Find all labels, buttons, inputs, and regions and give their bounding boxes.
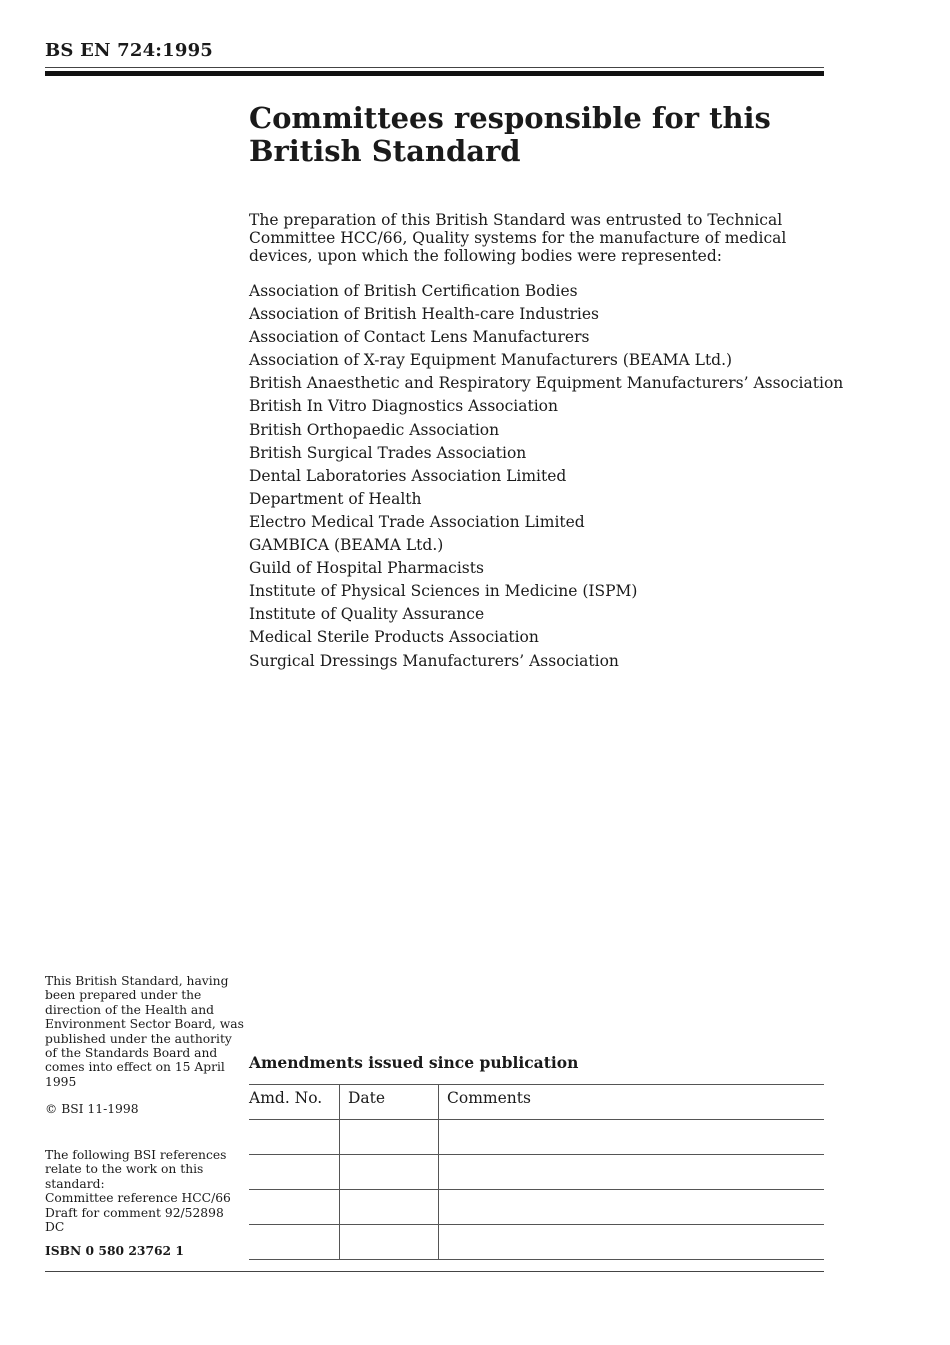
standard-number: BS EN 724:1995 — [45, 40, 214, 61]
table-cell — [439, 1190, 825, 1225]
table-row — [249, 1225, 824, 1260]
list-item: Institute of Quality Assurance — [249, 605, 485, 624]
table-cell — [439, 1225, 825, 1260]
list-item: Association of Contact Lens Manufacturers — [249, 328, 590, 347]
list-item: Association of British Health-care Industries — [249, 305, 599, 324]
table-cell — [439, 1120, 825, 1155]
copyright-notice: © BSI 11-1998 — [45, 1102, 139, 1116]
amendments-table — [249, 1084, 824, 1260]
table-cell — [249, 1120, 340, 1155]
references-note: The following BSI references relate to the work on this standard: — [45, 1148, 227, 1191]
table-cell — [249, 1190, 340, 1225]
committee-reference: Committee reference HCC/66 — [45, 1191, 231, 1206]
page-title: Committees responsible for this British Standard — [249, 101, 771, 168]
table-row — [249, 1120, 824, 1155]
header-thick-rule — [45, 71, 824, 76]
table-row — [249, 1155, 824, 1190]
list-item: Electro Medical Trade Association Limited — [249, 512, 585, 531]
bsi-references — [45, 1148, 245, 1234]
draft-reference: Draft for comment 92/52898 DC — [45, 1205, 224, 1235]
column-header-amd-no: Amd. No. — [249, 1085, 340, 1120]
list-item: Association of X-ray Equipment Manufacturers (BEAMA Ltd.) — [249, 351, 733, 370]
table-cell — [439, 1155, 825, 1190]
table-header-row — [249, 1085, 824, 1120]
table-cell — [340, 1225, 439, 1260]
list-item: Guild of Hospital Pharmacists — [249, 559, 484, 578]
list-item: British Surgical Trades Association — [249, 443, 527, 462]
list-item: British Anaesthetic and Respiratory Equipment Manufacturers’ Association — [249, 374, 844, 393]
list-item: British In Vitro Diagnostics Association — [249, 397, 558, 416]
list-item: Medical Sterile Products Association — [249, 628, 539, 647]
list-item: Department of Health — [249, 489, 422, 508]
table-cell — [340, 1120, 439, 1155]
column-header-comments: Comments — [439, 1085, 825, 1120]
publication-note: This British Standard, having been prepared under the direction of the Health and Environment Sector Board, was published under the authority of the Standards Board and comes into effect on 15 April 1995 — [45, 974, 244, 1089]
table-cell — [249, 1225, 340, 1260]
table-cell — [249, 1155, 340, 1190]
header-thin-rule — [45, 67, 824, 68]
list-item: GAMBICA (BEAMA Ltd.) — [249, 536, 444, 555]
represented-bodies-list — [249, 281, 843, 674]
list-item: Institute of Physical Sciences in Medicine (ISPM) — [249, 582, 638, 601]
table-cell — [340, 1155, 439, 1190]
table-cell — [340, 1190, 439, 1225]
isbn: ISBN 0 580 23762 1 — [45, 1243, 184, 1258]
list-item: Association of British Certification Bodies — [249, 282, 578, 300]
column-header-date: Date — [340, 1085, 439, 1120]
footer-rule — [45, 1271, 824, 1272]
table-row — [249, 1190, 824, 1225]
amendments-title: Amendments issued since publication — [249, 1053, 579, 1072]
intro-paragraph: The preparation of this British Standard was entrusted to Technical Committee HCC/66, Quality systems for the manufacture of medical devices, upon which the following bodies were represented: — [249, 211, 787, 265]
list-item: Surgical Dressings Manufacturers’ Association — [249, 651, 619, 670]
list-item: Dental Laboratories Association Limited — [249, 466, 567, 485]
list-item: British Orthopaedic Association — [249, 420, 500, 439]
